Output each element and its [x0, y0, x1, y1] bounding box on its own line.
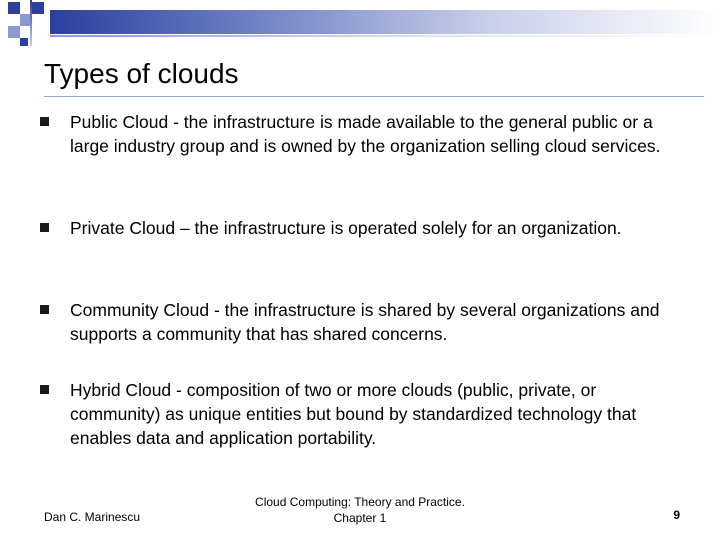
deco-gradient-band: [50, 10, 720, 34]
footer-book-line2: Chapter 1: [333, 511, 387, 525]
square-bullet-icon: [40, 117, 49, 126]
bullet-text: Private Cloud – the infrastructure is operated solely for an organization.: [70, 218, 622, 238]
square-bullet-icon: [40, 385, 49, 394]
deco-square: [20, 38, 28, 46]
bullet-text: Hybrid Cloud - composition of two or more clouds (public, private, or community) as unique entities but bound by standardized technology that enables data and application portability.: [70, 380, 637, 448]
bullet-text: Community Cloud - the infrastructure is shared by several organizations and supports a community that has shared concerns.: [70, 300, 660, 344]
deco-square: [8, 26, 20, 38]
footer-author: Dan C. Marinescu: [44, 510, 141, 524]
bullet-hybrid-cloud: [40, 378, 680, 450]
header-decoration: [0, 0, 720, 48]
square-bullet-icon: [40, 223, 49, 232]
deco-gradient-line: [50, 35, 720, 37]
deco-vertical-line: [30, 0, 32, 46]
title-rule: [44, 96, 704, 97]
slide-title: Types of clouds: [44, 58, 239, 89]
footer-book-line1: Cloud Computing: Theory and Practice.: [255, 495, 465, 509]
bullet-private-cloud: [40, 216, 622, 240]
square-bullet-icon: [40, 305, 49, 314]
bullet-text: Public Cloud - the infrastructure is made available to the general public or a large industry group and is owned by the organization selling cloud services.: [70, 112, 661, 156]
bullet-community-cloud: [40, 298, 680, 346]
deco-square: [8, 2, 20, 14]
footer-book-title: [230, 494, 490, 526]
page-number: 9: [673, 508, 680, 522]
deco-square: [32, 2, 44, 14]
bullet-public-cloud: [40, 110, 680, 158]
